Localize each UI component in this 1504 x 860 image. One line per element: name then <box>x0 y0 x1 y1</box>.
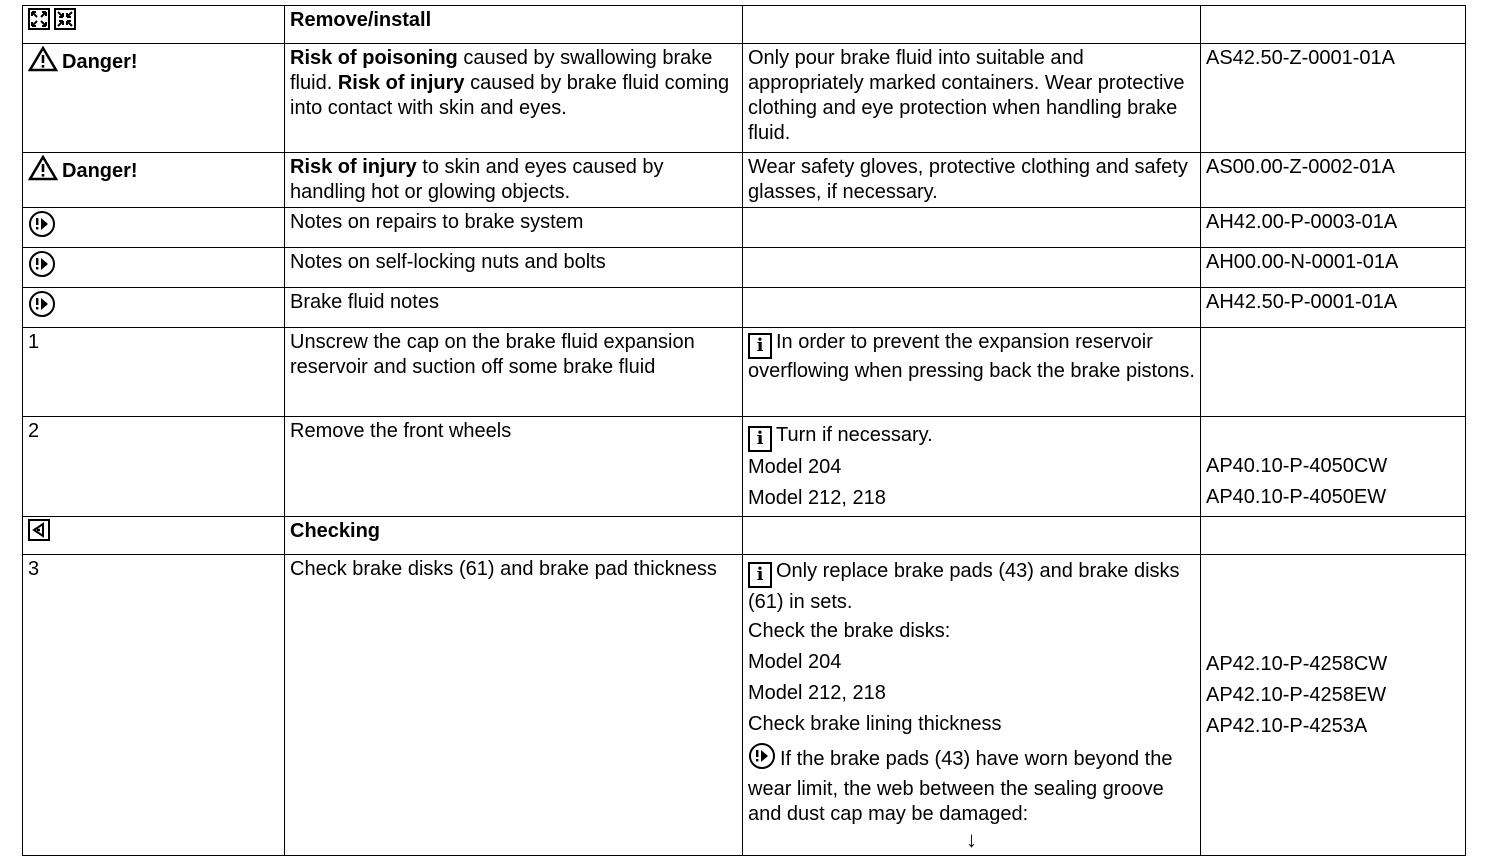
warning-triangle-icon <box>28 46 58 79</box>
remove-icon <box>28 8 50 30</box>
model-line: Model 204 <box>748 456 842 478</box>
reference-code: AS42.50-Z-0001-01A <box>1201 44 1466 153</box>
repair-instructions-table <box>22 5 1466 856</box>
protective-measure: Only pour brake fluid into suitable and appropriately marked containers. Wear protective clothing and eye protection when handling brake fluid. <box>743 44 1201 153</box>
step-number: 3 <box>23 555 285 856</box>
reference-code: AP42.10-P-4253A <box>1206 715 1368 737</box>
model-line: Model 212, 218 <box>748 487 886 509</box>
note-text: Notes on repairs to brake system <box>285 208 743 248</box>
table-row <box>23 288 1466 328</box>
step-number: 1 <box>23 328 285 417</box>
info-text: Turn if necessary. <box>776 424 933 446</box>
reference-code: AS00.00-Z-0002-01A <box>1201 153 1466 208</box>
warning-triangle-icon <box>28 155 58 188</box>
section-title: Remove/install <box>285 6 743 44</box>
protective-measure: Wear safety gloves, protective clothing and safety glasses, if necessary. <box>743 153 1201 208</box>
reference-code: AP40.10-P-4050CW <box>1206 455 1388 477</box>
danger-label: Danger! <box>62 51 138 73</box>
check-disks-text: Check the brake disks: <box>748 620 951 642</box>
table-row <box>23 555 1466 856</box>
table-row <box>23 517 1466 555</box>
step-number: 2 <box>23 417 285 517</box>
section-title: Checking <box>285 517 743 555</box>
reference-code: AP40.10-P-4050EW <box>1206 486 1387 508</box>
reference-code: AH42.50-P-0001-01A <box>1201 288 1466 328</box>
table-row <box>23 153 1466 208</box>
lining-text: Check brake lining thickness <box>748 713 1002 735</box>
note-icon <box>28 210 56 245</box>
table-row <box>23 6 1466 44</box>
risk-description: Risk of poisoning caused by swallowing brake fluid. Risk of injury caused by brake fluid coming into contact with skin and eyes. <box>285 44 743 153</box>
checking-icon <box>28 519 50 541</box>
step-text: Unscrew the cap on the brake fluid expansion reservoir and suction off some brake fluid <box>285 328 743 417</box>
down-arrow-icon: ↓ <box>966 827 977 852</box>
note-icon <box>748 742 776 777</box>
table-row <box>23 248 1466 288</box>
info-icon: i <box>748 333 772 359</box>
model-line: Model 212, 218 <box>748 682 886 704</box>
reference-code: AH42.00-P-0003-01A <box>1201 208 1466 248</box>
install-icon <box>54 8 76 30</box>
info-text: In order to prevent the expansion reservoir overflowing when pressing back the brake pistons. <box>748 331 1195 382</box>
risk-description: Risk of injury to skin and eyes caused by handling hot or glowing objects. <box>285 153 743 208</box>
table-row <box>23 44 1466 153</box>
reference-code: AP42.10-P-4258CW <box>1206 653 1388 675</box>
reference-code: AH00.00-N-0001-01A <box>1201 248 1466 288</box>
info-text: Only replace brake pads (43) and brake disks (61) in sets. <box>748 560 1180 613</box>
step-text: Check brake disks (61) and brake pad thickness <box>285 555 743 856</box>
model-line: Model 204 <box>748 651 842 673</box>
table-row <box>23 417 1466 517</box>
step-text: Remove the front wheels <box>285 417 743 517</box>
note-text: Notes on self-locking nuts and bolts <box>285 248 743 288</box>
note-icon <box>28 290 56 325</box>
reference-code: AP42.10-P-4258EW <box>1206 684 1387 706</box>
note-icon <box>28 250 56 285</box>
danger-label: Danger! <box>62 160 138 182</box>
info-icon: i <box>748 562 772 588</box>
note-text: If the brake pads (43) have worn beyond the wear limit, the web between the sealing groove and dust cap may be damaged: <box>748 748 1173 825</box>
table-row <box>23 328 1466 417</box>
info-icon: i <box>748 426 772 452</box>
table-row <box>23 208 1466 248</box>
note-text: Brake fluid notes <box>285 288 743 328</box>
